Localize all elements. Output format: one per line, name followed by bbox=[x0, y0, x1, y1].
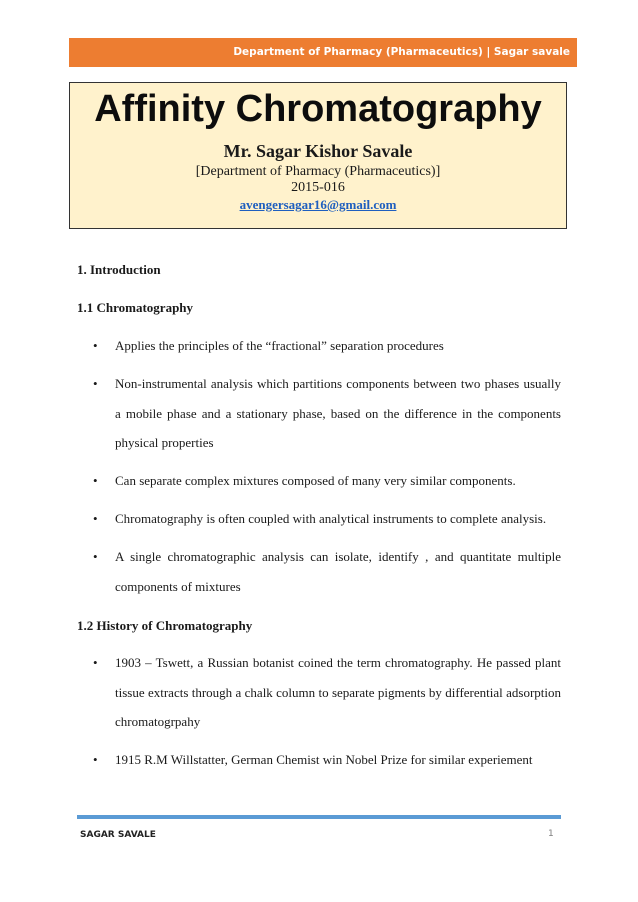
list-item-text: Non-instrumental analysis which partitions components between two phases usually a mobile phase and a stationary phase, based on the difference in the components physical properties bbox=[115, 376, 561, 450]
list-item bbox=[77, 466, 561, 496]
heading-history: 1.2 History of Chromatography bbox=[77, 618, 253, 633]
author-name: Mr. Sagar Kishor Savale bbox=[223, 141, 413, 161]
list-item bbox=[77, 331, 561, 361]
bullet-icon: • bbox=[93, 338, 98, 353]
list-item bbox=[77, 542, 561, 601]
list-item-text: A single chromatographic analysis can isolate, identify , and quantitate multiple components of mixtures bbox=[115, 549, 561, 594]
page-number: 1 bbox=[548, 829, 554, 839]
list-item-text: 1915 R.M Willstatter, German Chemist win Nobel Prize for similar experiement bbox=[115, 752, 533, 767]
bullet-icon: • bbox=[93, 655, 98, 670]
list-item bbox=[77, 745, 561, 775]
list-item bbox=[77, 648, 561, 737]
list-item-text: Can separate complex mixtures composed of many very similar components. bbox=[115, 473, 516, 488]
bullet-icon: • bbox=[93, 376, 98, 391]
bullet-icon: • bbox=[93, 511, 98, 526]
list-item bbox=[77, 369, 561, 458]
heading-introduction: 1. Introduction bbox=[77, 262, 161, 277]
year: 2015-016 bbox=[291, 180, 345, 195]
list-item-text: Chromatography is often coupled with analytical instruments to complete analysis. bbox=[115, 511, 547, 526]
bullet-icon: • bbox=[93, 473, 98, 488]
department: [Department of Pharmacy (Pharmaceutics)] bbox=[195, 164, 441, 179]
title-box bbox=[69, 82, 567, 229]
bullet-icon: • bbox=[93, 549, 98, 564]
page-header-bar bbox=[69, 38, 577, 67]
document-title: Affinity Chromatography bbox=[94, 88, 542, 130]
footer-divider bbox=[77, 815, 561, 819]
list-item-text: Applies the principles of the “fractional” separation procedures bbox=[115, 338, 444, 353]
footer-author: SAGAR SAVALE bbox=[80, 830, 156, 840]
heading-chromatography: 1.1 Chromatography bbox=[77, 300, 194, 315]
list-item-text: 1903 – Tswett, a Russian botanist coined the term chromatography. He passed plant tissue extracts through a chalk column to separate pigments by differential adsorption chromatogrpahy bbox=[115, 655, 561, 729]
header-text: Department of Pharmacy (Pharmaceutics) | Sagar savale bbox=[233, 46, 570, 58]
email-link[interactable]: avengersagar16@gmail.com bbox=[239, 197, 397, 212]
list-item bbox=[77, 504, 561, 534]
bullet-icon: • bbox=[93, 752, 98, 767]
